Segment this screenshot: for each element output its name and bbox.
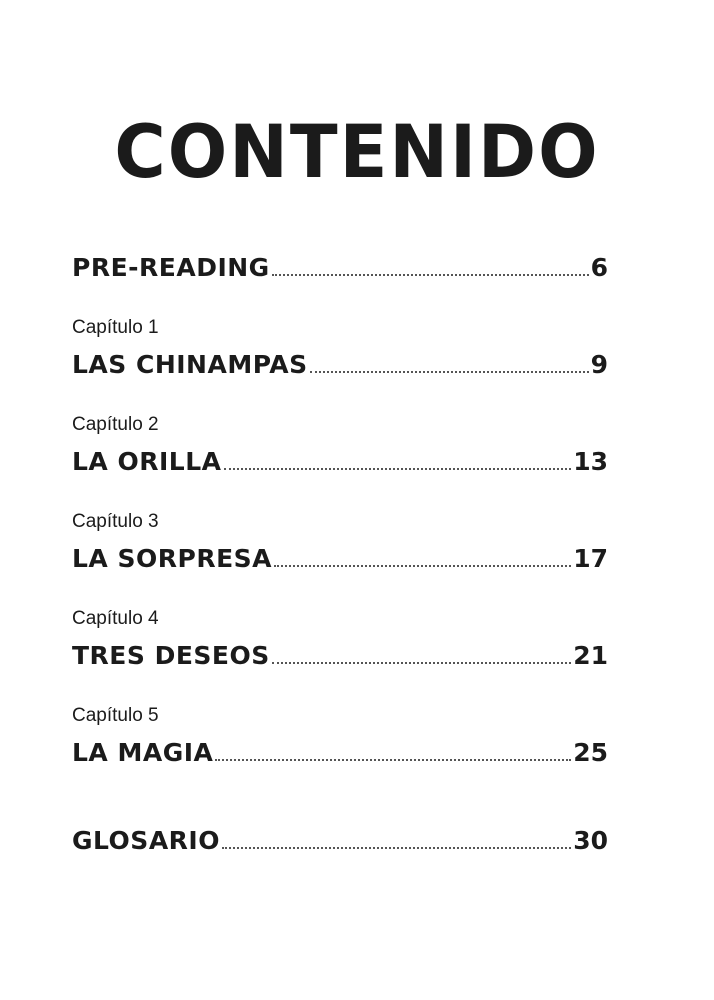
toc-entry-chapter-3[interactable]: [72, 511, 608, 573]
toc-entry-page: 25: [573, 738, 608, 767]
dot-leader: [215, 759, 571, 761]
toc-entry-title: PRE-READING: [72, 253, 270, 282]
toc-entry-chapter-1[interactable]: [72, 317, 608, 379]
dot-leader: [222, 847, 571, 849]
toc-entry-chapter-2[interactable]: [72, 414, 608, 476]
toc-row: [72, 252, 608, 282]
page-title: CONTENIDO: [114, 108, 600, 196]
toc-entry-chapter-4[interactable]: [72, 608, 608, 670]
toc-row: [72, 349, 608, 379]
chapter-label: Capítulo 3: [72, 511, 159, 532]
toc-entry-page: 30: [573, 826, 608, 855]
toc-entry-title: LAS CHINAMPAS: [72, 350, 308, 379]
toc-entry-chapter-5[interactable]: [72, 705, 608, 767]
toc-entry-title: GLOSARIO: [72, 826, 220, 855]
toc-row: [72, 737, 608, 767]
chapter-label: Capítulo 4: [72, 608, 159, 629]
dot-leader: [274, 565, 571, 567]
toc-entry-title: LA MAGIA: [72, 738, 214, 767]
chapter-label: Capítulo 5: [72, 705, 159, 726]
toc-entry-page: 13: [573, 447, 608, 476]
chapter-label: Capítulo 1: [72, 317, 159, 338]
toc-entry-title: LA ORILLA: [72, 447, 222, 476]
toc-row: [72, 825, 608, 855]
toc-row: [72, 640, 608, 670]
toc-row: [72, 543, 608, 573]
dot-leader: [272, 662, 571, 664]
toc-entry-page: 9: [590, 350, 608, 379]
toc-entry-pre-reading[interactable]: [72, 252, 608, 282]
dot-leader: [272, 274, 589, 276]
toc-entry-glosario[interactable]: [72, 825, 608, 855]
chapter-label: Capítulo 2: [72, 414, 159, 435]
toc-entry-page: 6: [590, 253, 608, 282]
toc-entry-page: 21: [573, 641, 608, 670]
dot-leader: [224, 468, 572, 470]
dot-leader: [310, 371, 589, 373]
toc-entry-page: 17: [573, 544, 608, 573]
toc-row: [72, 446, 608, 476]
toc-entry-title: LA SORPRESA: [72, 544, 272, 573]
toc-entry-title: TRES DESEOS: [72, 641, 270, 670]
